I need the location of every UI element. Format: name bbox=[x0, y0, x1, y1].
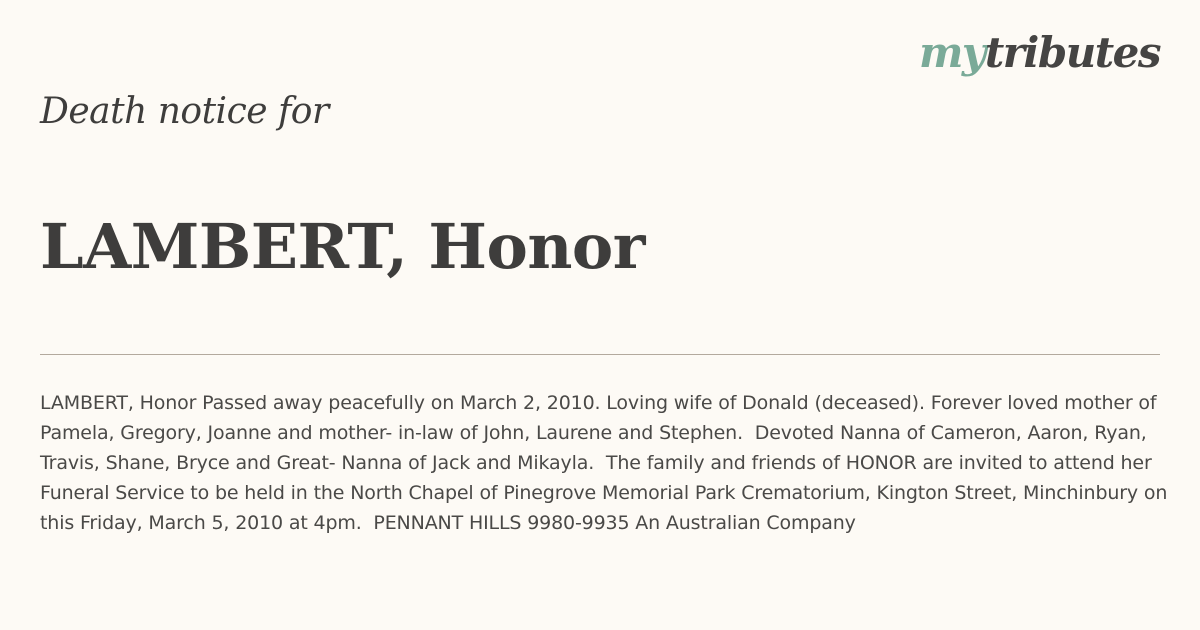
notice-body: LAMBERT, Honor Passed away peacefully on March 2, 2010. Loving wife of Donald (deceased). Forever loved mother of Pamela, Gregory, Joanne and mother- in-law of John, Laurene and Stephen. Devoted Nanna of Cameron, Aaron, Ryan, Travis, Shane, Bryce and Great- Nanna of Jack and Mikayla. The family and friends of HONOR are invited to attend her Funeral Service to be held in the North Chapel of Pinegrove Memorial Park Crematorium, Kington Street, Minchinbury on this Friday, March 5, 2010 at 4pm. PENNANT HILLS 9980-9935 An Australian Company bbox=[40, 392, 1174, 534]
death-notice-kicker: Death notice for bbox=[40, 91, 329, 132]
logo-prefix: my bbox=[918, 28, 985, 77]
divider bbox=[40, 354, 1160, 355]
logo-suffix: tributes bbox=[984, 28, 1160, 77]
mytributes-logo[interactable] bbox=[918, 28, 1160, 77]
deceased-name: LAMBERT, Honor bbox=[40, 210, 645, 283]
